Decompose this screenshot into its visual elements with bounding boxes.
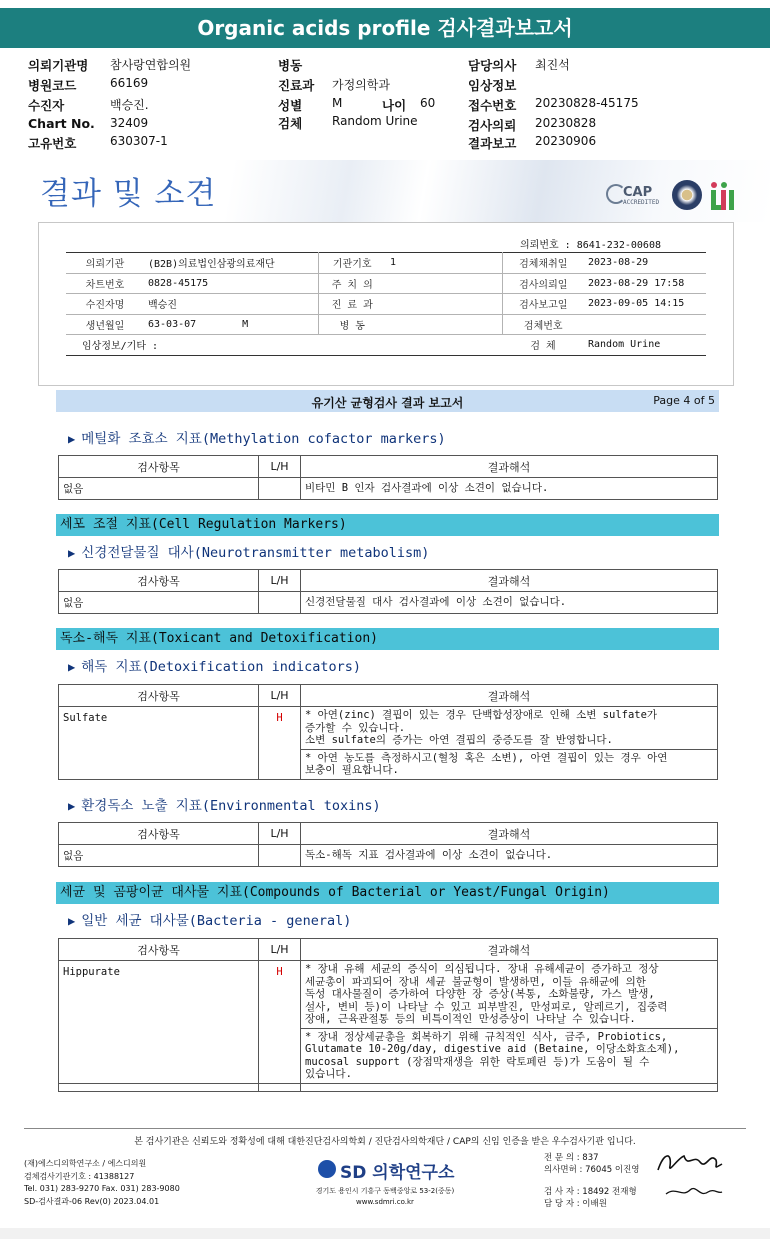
pd-label: 주 치 의 — [318, 273, 386, 294]
detox-subtitle: ▶ 해독 지표(Detoxification indicators) — [68, 659, 361, 675]
report-title: Organic acids profile 검사결과보고서 — [0, 8, 770, 48]
pd-label: 병 동 — [318, 314, 386, 335]
neuro-table — [58, 569, 718, 614]
header-item: 검사항목 — [59, 823, 259, 845]
receipt-value: 20230828-45175 — [535, 96, 639, 110]
interp-cell: * 장내 정상세균총을 회복하기 위해 규칙적인 식사, 금주, Probiotics, Glutamate 10-20g/day, digestive aid (Betaine, 이당소화효소제), mucosal support (장점막재생을 위한 락토페린 등)가 도움이 될 수 있습니다. — [301, 1028, 718, 1083]
lh-cell: H — [259, 961, 301, 1084]
item-cell: Sulfate — [59, 707, 259, 780]
code-value: 66169 — [110, 76, 149, 90]
interp-cell: * 장내 유해 세균의 증식이 의심됩니다. 장내 유해세균이 증가하고 정상 세균총이 파괴되어 장내 세균 불균형이 발생하면, 이들 유해균에 의한 독성 대사물질이 증가하여 다양한 장 증상(복통, 소화불량, 가스 발생, 설사, 변비 등)이 나타날 수 있고 피부발진, 만성피로, 알레르기, 집중력 장애, 근육관절통 등의 비특이적인 만성증상이 나타날 수 있습니다. — [301, 961, 718, 1029]
header-item: 검사항목 — [59, 685, 259, 707]
dept-value: 가정의학과 — [332, 78, 390, 92]
pd-value: (B2B)의료법인삼광의료재단 — [144, 253, 318, 274]
patient-label: 수진자 — [28, 98, 65, 113]
methylation-subtitle: ▶ 메틸화 조효소 지표(Methylation cofactor markers) — [68, 431, 446, 447]
header-interp: 결과해석 — [301, 570, 718, 592]
clinic-label: 의뢰기관명 — [28, 58, 89, 73]
sex-value: M — [332, 96, 343, 110]
item-cell: 없음 — [59, 845, 259, 867]
interp-cell: 신경전달물질 대사 검사결과에 이상 소견이 없습니다. — [301, 592, 718, 614]
pd-value: 63-03-07 M — [144, 314, 318, 335]
triangle-icon: ▶ — [68, 546, 76, 560]
pd-label: 임상정보/기타 : — [66, 335, 502, 356]
table-row — [59, 592, 718, 614]
lh-cell — [259, 592, 301, 614]
pd-value: 0828-45175 — [144, 273, 318, 294]
lh-cell — [259, 478, 301, 500]
pd-value: 2023-08-29 — [584, 253, 706, 274]
report-value: 20230906 — [535, 134, 597, 148]
pd-label: 검체채취일 — [502, 253, 584, 274]
page-bottom-band — [0, 1228, 770, 1239]
header-lh: L/H — [259, 685, 301, 707]
bacterial-section: 세균 및 곰팡이균 대사물 지표(Compounds of Bacterial or Yeast/Fungal Origin) — [56, 882, 719, 904]
request-value: 20230828 — [535, 116, 597, 130]
signatories: 전 문 의 : 837 의사면허 : 76045 이진영 검 사 자 : 18492 전재형 담 당 자 : 이배원 — [544, 1153, 640, 1209]
age-label: 나이 — [382, 98, 407, 113]
id-value: 630307-1 — [110, 134, 168, 148]
header-interp: 결과해석 — [301, 939, 718, 961]
triangle-icon: ▶ — [68, 914, 76, 928]
neuro-subtitle: ▶ 신경전달물질 대사(Neurotransmitter metabolism) — [68, 545, 430, 561]
pd-value: 2023-08-29 17:58 — [584, 273, 706, 294]
interp-cell: 독소-해독 지표 검사결과에 이상 소견이 없습니다. — [301, 845, 718, 867]
signature-icon — [654, 1148, 726, 1178]
detox-table — [58, 684, 718, 780]
doctor-label: 담당의사 — [468, 58, 517, 73]
pd-label: 의뢰기관 — [66, 253, 144, 274]
sd-logo-icon — [318, 1160, 336, 1178]
clinical-label: 임상정보 — [468, 78, 517, 93]
footer-divider — [24, 1128, 746, 1129]
pd-label: 검 체 — [502, 335, 584, 356]
item-cell: 없음 — [59, 592, 259, 614]
request-number: 의뢰번호 : 8641-232-00608 — [520, 240, 661, 251]
header-lh: L/H — [259, 823, 301, 845]
header-lh: L/H — [259, 456, 301, 478]
sd-institute-logo: SD 의학연구소 — [318, 1158, 458, 1182]
specimen-value: Random Urine — [332, 114, 418, 128]
institution-address: 경기도 용인시 기흥구 동백중앙로 53-2(중동) — [315, 1187, 455, 1195]
pd-value — [584, 314, 706, 335]
triangle-icon: ▶ — [68, 799, 76, 813]
env-subtitle: ▶ 환경독소 노출 지표(Environmental toxins) — [68, 798, 381, 814]
table-row — [59, 961, 718, 1029]
pd-label: 검사보고일 — [502, 294, 584, 315]
clinic-value: 참사랑연합의원 — [110, 58, 192, 72]
receipt-label: 접수번호 — [468, 98, 517, 113]
bacteria-general-subtitle: ▶ 일반 세균 대사물(Bacteria - general) — [68, 913, 352, 929]
table-row — [59, 478, 718, 500]
patient-value: 백승진. — [110, 98, 149, 112]
seal-icon — [672, 180, 702, 210]
institution-info: (재)에스디의학연구소 / 에스디의원 검체검사기관기호 : 41388127 Tel. 031) 283-9270 Fax. 031) 283-9080 SD-검사결과-06 Rev(0) 2023.04.01 — [24, 1159, 180, 1206]
interp-cell: 비타민 B 인자 검사결과에 이상 소견이 없습니다. — [301, 478, 718, 500]
accreditation-note: 본 검사기관은 신뢰도와 정확성에 대해 대한진단검사의학회 / 진단검사의학재단 / CAP의 신임 인증을 받은 우수검사기관 입니다. — [134, 1137, 636, 1147]
toxicant-section: 독소-해독 지표(Toxicant and Detoxification) — [56, 628, 719, 650]
header-interp: 결과해석 — [301, 456, 718, 478]
item-cell: Hippurate — [59, 961, 259, 1084]
chart-value: 32409 — [110, 116, 149, 130]
bacteria-table — [58, 938, 718, 1092]
chart-label: Chart No. — [28, 116, 95, 131]
patient-detail-table — [66, 252, 706, 356]
header-interp: 결과해석 — [301, 823, 718, 845]
report-label: 결과보고 — [468, 136, 517, 151]
methylation-table — [58, 455, 718, 500]
age-value: 60 — [420, 96, 436, 110]
results-title: 결과 및 소견 — [40, 176, 217, 212]
pd-value: 2023-09-05 14:15 — [584, 294, 706, 315]
institution-website: www.sdmri.co.kr — [356, 1198, 414, 1206]
header-interp: 결과해석 — [301, 685, 718, 707]
report-heading: 유기산 균형검사 결과 보고서 — [311, 396, 464, 410]
header-item: 검사항목 — [59, 456, 259, 478]
pd-value: 백승진 — [144, 294, 318, 315]
pd-value — [386, 294, 502, 315]
report-section-header — [56, 390, 719, 412]
sex-label: 성별 — [278, 98, 303, 113]
pd-label: 검체번호 — [502, 314, 584, 335]
cap-accredited-logo: CAP ACCREDITED — [606, 184, 668, 210]
table-row — [59, 1083, 718, 1091]
pd-label: 진 료 과 — [318, 294, 386, 315]
item-cell: 없음 — [59, 478, 259, 500]
code-label: 병원코드 — [28, 78, 77, 93]
table-row — [59, 707, 718, 750]
request-label: 검사의뢰 — [468, 118, 517, 133]
lh-cell — [259, 845, 301, 867]
pd-value: 1 — [386, 253, 502, 274]
pd-value: Random Urine — [584, 335, 706, 356]
page-number: Page 4 of 5 — [653, 394, 715, 407]
pd-label: 차트번호 — [66, 273, 144, 294]
lh-cell: H — [259, 707, 301, 780]
lab-logo-icon — [708, 180, 736, 212]
table-row — [59, 845, 718, 867]
doctor-value: 최진석 — [535, 58, 570, 72]
specimen-label: 검체 — [278, 116, 303, 131]
interp-cell: * 아연(zinc) 결핍이 있는 경우 단백합성장애로 인해 소변 sulfate가 증가할 수 있습니다. 소변 sulfate의 증가는 아연 결핍의 중증도를 잘 반영합니다. — [301, 707, 718, 750]
pd-value — [386, 273, 502, 294]
cell-regulation-section: 세포 조절 지표(Cell Regulation Markers) — [56, 514, 719, 536]
pd-label: 생년월일 — [66, 314, 144, 335]
signature-icon — [662, 1180, 724, 1202]
pd-value — [386, 314, 502, 335]
pd-label: 검사의뢰일 — [502, 273, 584, 294]
triangle-icon: ▶ — [68, 432, 76, 446]
patient-info-header — [0, 54, 770, 150]
pd-label: 기관기호 — [318, 253, 386, 274]
header-item: 검사항목 — [59, 570, 259, 592]
header-lh: L/H — [259, 570, 301, 592]
header-item: 검사항목 — [59, 939, 259, 961]
triangle-icon: ▶ — [68, 660, 76, 674]
pd-label: 수진자명 — [66, 294, 144, 315]
header-lh: L/H — [259, 939, 301, 961]
env-table — [58, 822, 718, 867]
dept-label: 진료과 — [278, 78, 315, 93]
ward-label: 병동 — [278, 58, 303, 73]
id-label: 고유번호 — [28, 136, 77, 151]
interp-cell: * 아연 농도를 측정하시고(혈청 혹은 소변), 아연 결핍이 있는 경우 아연 보충이 필요합니다. — [301, 749, 718, 779]
